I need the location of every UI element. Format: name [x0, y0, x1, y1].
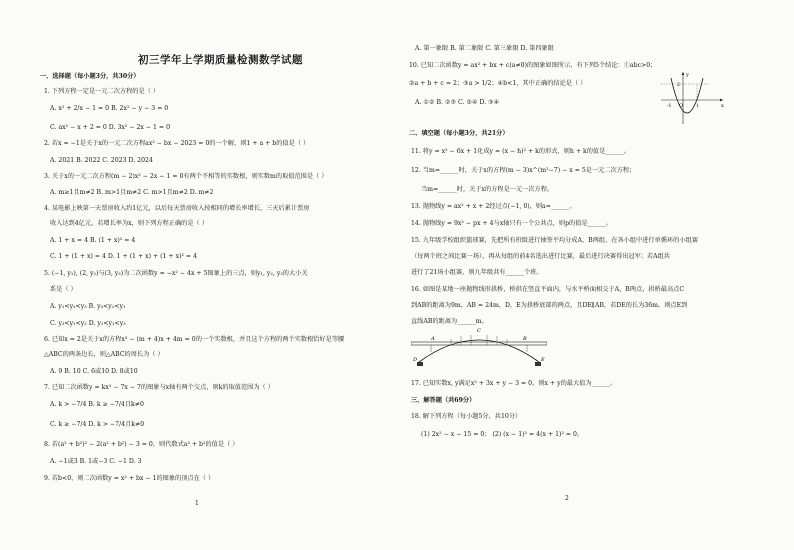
page-right: [397, 0, 794, 550]
bridge-figure: [411, 328, 547, 368]
question-text: 2. 若x = −1是关于x的一元二次方程ax² − bx − 2023 = 0的一个解，则1 + a + b的值是（ ）: [44, 140, 310, 147]
answer-option: A. 2021 B. 2022 C. 2023 D. 2024: [50, 157, 153, 164]
question-text: 当m=______时，关于x的方程是一元一次方程。: [421, 186, 554, 193]
question-text: 直线AB的距离为______m。: [411, 318, 488, 325]
question-text: 10. 已知二次函数y = ax² + bx + c(a≠0)的图象如图所示，有下列5个结论：①abc>0；: [409, 62, 657, 69]
bridge-label: A: [431, 336, 435, 342]
question-text: 15. 九年级学校组织篮球赛，先把所有班级进行抽签平均分成A，B两组，在各小组中进行单循环的小组赛: [411, 237, 698, 244]
question-text: 1. 下列方程一定是一元二次方程的是（ ）: [44, 88, 160, 95]
answer-option: A. m≥1且m≠2 B. m>1且m≠2 C. m>1且m≠2 D. m≠2: [50, 189, 214, 196]
bridge-arch: [419, 340, 539, 362]
parabola-figure: [659, 70, 725, 126]
question-text: （每两个班之间比赛一场），再从每组的前4名选出进行比赛，最后进行决赛得出冠军；若A组共: [411, 253, 670, 260]
question-text: 7. 已知二次函数y = kx² − 7x − 7的图象与x轴有两个交点，则k的取值范围为（ ）: [44, 384, 274, 391]
question-text: ②a + b + c = 2；③a > 1/2；④b<1，其中正确的结论是（ ）: [409, 80, 587, 87]
bridge-label: B: [523, 336, 527, 342]
tick-label: -1: [667, 104, 672, 109]
question-text: 到AB的距离为9m，AB = 24m，D，E为拱桥底部的两点，且DE∥AB，若DE的长为36m，则点E到: [411, 302, 688, 309]
question-text: 11. 将y = x² − 6x + 1化成y = (x − h)² + k的形式，则h + k的值是______。: [411, 148, 631, 155]
answer-option: C. k ≥ −7/4 D. k > −7/4且k≠0: [50, 421, 145, 428]
bridge-label: E: [541, 357, 545, 363]
question-text: (1) 2x² − x − 15 = 0； (2) (x − 1)² = 4(x + 1)² = 0。: [421, 431, 584, 438]
answer-option: A. k > −7/4 B. k ≥ −7/4且k≠0: [50, 401, 144, 408]
answer-option: A. x² + 2/x − 1 = 0 B. 2x² − y − 3 = 0: [50, 105, 169, 112]
question-text: 系是（ ）: [50, 286, 77, 293]
question-text: 14. 抛物线y = 9x² − px + 4与x轴只有一个公共点，则p的值是______。: [411, 220, 613, 227]
y-axis-label: y: [686, 72, 689, 78]
question-text: 6. 已知x = 2是关于x的方程x² − (m + 4)x + 4m = 0的一个实数根，并且这个方程的两个实数根恰好是等腰: [44, 336, 345, 343]
question-text: 8. 若(a² + b²)² − 2(a² + b²) − 3 = 0，则代数式a² + b²的值是（ ）: [44, 441, 239, 448]
answer-option: C. y₃<y₁<y₂ D. y₂<y₁<y₃: [50, 320, 126, 327]
tick-label: 1: [696, 104, 699, 109]
answer-option: A. 第一象限 B. 第二象限 C. 第三象限 D. 第四象限: [415, 45, 554, 52]
question-text: 12. 当m=______时，关于x的方程(m − 3)x^(m²−7) − x = 5是一元二次方程；: [411, 167, 636, 174]
x-axis-label: x: [721, 103, 724, 109]
bridge-label: C: [477, 328, 481, 334]
answer-option: A. 1 + x = 4 B. (1 + x)² = 4: [50, 237, 136, 244]
question-text: 9. 若b<0，则二次函数y = x² + bx − 1的图象的顶点在（ ）: [44, 475, 215, 482]
answer-option: A. 9 B. 10 C. 6或10 D. 8或10: [50, 368, 138, 375]
exam-title: 初三学年上学期质量检测数学试题: [138, 54, 303, 66]
question-text: 进行了21场小组赛，则九年级共有______个班。: [411, 269, 543, 276]
question-text: 16. 如图是某地一座抛物线形拱桥，桥拱在竖直平面内，与水平桥面相交于A，B两点，拱桥最高点C: [411, 286, 685, 293]
question-text: 3. 关于x的一元二次方程(m − 2)x² − 2x − 1 = 0有两个不相等的实数根，则实数m的取值范围是（ ）: [44, 173, 328, 180]
question-text: 5. (−1, y₁), (2, y₂)与(3, y₃)为二次函数y = −x² − 4x + 5图象上的三点，则y₁, y₂, y₃的大小关: [44, 270, 308, 277]
answer-option: A. y₁<y₂<y₃ B. y₃<y₂<y₁: [50, 303, 126, 310]
page-number: 2: [565, 495, 569, 502]
answer-option: C. 1 + (1 + x) = 4 D. 1 + (1 + x) + (1 + x)² = 4: [50, 253, 198, 260]
bridge-deck: [411, 342, 547, 345]
answer-option: A. −1或3 B. 1或−3 C. −1 D. 3: [50, 458, 142, 465]
question-text: △ABC的两条边长，则△ABC的周长为（ ）: [44, 351, 164, 358]
answer-option: A. ①② B. ②③ C. ②④ D. ③④: [415, 99, 500, 106]
section-heading: 三、解答题（共69分）: [411, 397, 476, 404]
page-number: 1: [195, 500, 199, 507]
question-text: 收入达到4亿元，若增长率为x，则下列方程正确的是（ ）: [50, 220, 208, 227]
question-text: 18. 解下列方程（每小题5分，共10分）: [411, 413, 522, 420]
answer-option: C. ax² − x + 2 = 0 D. 3x² − 2x − 1 = 0: [50, 124, 171, 131]
origin-label: O: [679, 103, 684, 109]
question-text: 13. 抛物线y = ax² + x + 2经过点(−1, 0)，则a=______。: [411, 203, 576, 210]
tick-label: 2: [677, 83, 680, 88]
question-text: 4. 某电影上映第一天票房收入约1亿元，以后每天票房收入按相同的增长率增长，三天后累计票房: [44, 205, 310, 212]
section-heading: 二、填空题（每小题3分，共21分）: [409, 130, 509, 137]
question-text: 17. 已知实数x, y满足x² + 3x + y − 3 = 0，则x + y的最大值为______。: [411, 380, 617, 387]
section-heading: 一、选择题（每小题3分，共30分）: [40, 73, 140, 80]
bridge-label: D: [413, 357, 418, 363]
